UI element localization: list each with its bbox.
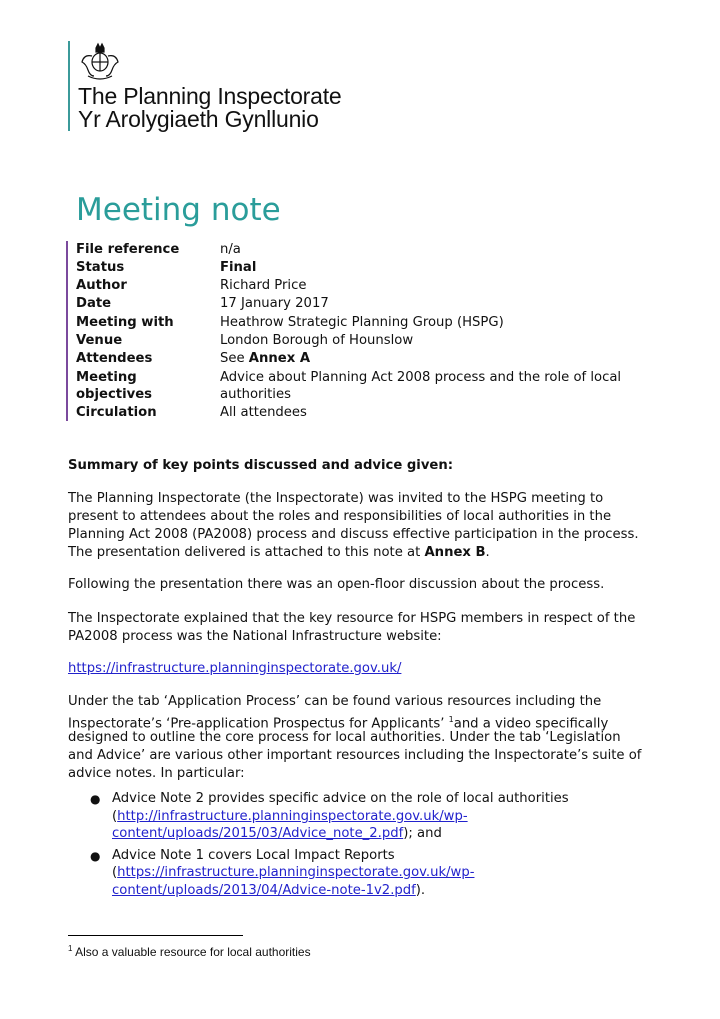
meta-label-meeting-with: Meeting with: [76, 315, 174, 330]
bullet2-line3: [112, 882, 652, 900]
footnote-ref[interactable]: 1: [448, 715, 454, 724]
advice-note-1-link-part1[interactable]: https://infrastructure.planninginspectorate.gov.uk/wp-: [117, 865, 475, 880]
page-title: Meeting note: [76, 192, 281, 228]
para1-line1: The Planning Inspectorate (the Inspectorate) was invited to the HSPG meeting to: [68, 491, 604, 506]
website-link-row: [68, 660, 656, 678]
footnote: [68, 944, 311, 959]
meta-value-meeting-with: Heathrow Strategic Planning Group (HSPG): [220, 315, 504, 330]
logo-divider: [68, 41, 70, 131]
org-name-welsh: Yr Arolygiaeth Gynllunio: [78, 106, 319, 132]
bullet1-line2: [112, 808, 652, 826]
attendees-prefix: See: [220, 351, 249, 366]
bullet2-line2: [112, 864, 652, 882]
royal-crest-icon: [78, 42, 122, 82]
attendees-annex-ref: Annex A: [248, 351, 311, 366]
meta-label-date: Date: [76, 296, 112, 311]
bullet2-line1: Advice Note 1 covers Local Impact Reports: [112, 848, 395, 863]
meta-value-attendees: [220, 350, 660, 367]
bullet1-close: ); and: [403, 826, 442, 841]
para3-line2: PA2008 process was the National Infrastructure website:: [68, 629, 442, 644]
para4-line2-suffix: and a video specifically: [453, 716, 609, 732]
meta-value-file-reference: n/a: [220, 242, 241, 257]
para1-line4-prefix: The presentation delivered is attached to this note at: [68, 545, 425, 560]
bullet1-open-paren: (: [112, 809, 118, 824]
para2: Following the presentation there was an open-floor discussion about the process.: [68, 577, 605, 592]
para4-line1: Under the tab ‘Application Process’ can be found various resources including the: [68, 694, 602, 709]
meta-value-objectives-line1: Advice about Planning Act 2008 process and the role of local: [220, 370, 622, 385]
footnote-number: 1: [68, 944, 73, 953]
meta-label-status: Status: [76, 260, 125, 275]
para1-line4: [68, 544, 656, 562]
para3-line1: The Inspectorate explained that the key resource for HSPG members in respect of the: [68, 611, 636, 626]
meta-value-date: 17 January 2017: [220, 296, 329, 311]
meta-label-venue: Venue: [76, 333, 123, 348]
bullet2-close: ).: [415, 883, 426, 898]
para1-line4-suffix: .: [485, 545, 490, 560]
bullet-dot-icon: ●: [90, 849, 101, 863]
meta-value-author: Richard Price: [220, 278, 307, 293]
bullet2-open-paren: (: [112, 865, 118, 880]
para4-line3: designed to outline the core process for local authorities. Under the tab ‘Legislation: [68, 730, 621, 745]
meta-label-attendees: Attendees: [76, 351, 153, 366]
meta-label-file-reference: File reference: [76, 242, 180, 257]
para4-line4: and Advice’ are various other important resources including the Inspectorate’s suite of: [68, 748, 642, 763]
meta-value-objectives-line2: authorities: [220, 387, 291, 402]
para4-line5: advice notes. In particular:: [68, 766, 245, 781]
bullet1-line3: [112, 825, 652, 843]
para1-line3: Planning Act 2008 (PA2008) process and discuss effective participation in the process.: [68, 527, 639, 542]
advice-note-2-link-part2[interactable]: content/uploads/2015/03/Advice_note_2.pdf: [112, 826, 404, 841]
website-link[interactable]: https://infrastructure.planninginspectorate.gov.uk/: [68, 661, 402, 676]
footnote-text: Also a valuable resource for local authorities: [75, 945, 311, 959]
para1-line2: present to attendees about the roles and responsibilities of local authorities in the: [68, 509, 612, 524]
advice-note-2-link-part1[interactable]: http://infrastructure.planninginspectorate.gov.uk/wp-: [117, 809, 468, 824]
para4-line2-prefix: Inspectorate’s ‘Pre-application Prospectus for Applicants’: [68, 716, 449, 732]
meta-label-circulation: Circulation: [76, 405, 157, 420]
meta-label-objectives-line2: objectives: [76, 387, 152, 402]
org-name-english: The Planning Inspectorate: [78, 83, 342, 109]
meta-label-author: Author: [76, 278, 127, 293]
annex-b-ref: Annex B: [424, 545, 486, 560]
meta-label-objectives-line1: Meeting: [76, 370, 137, 385]
meta-divider: [66, 241, 68, 421]
footnote-divider: [68, 935, 243, 936]
bullet1-line1: Advice Note 2 provides specific advice on the role of local authorities: [112, 791, 569, 806]
advice-note-1-link-part2[interactable]: content/uploads/2013/04/Advice-note-1v2.pdf: [112, 883, 416, 898]
summary-heading: Summary of key points discussed and advice given:: [68, 458, 454, 473]
meta-value-status: Final: [220, 260, 257, 275]
meta-value-circulation: All attendees: [220, 405, 307, 420]
bullet-dot-icon: ●: [90, 792, 101, 806]
meta-value-venue: London Borough of Hounslow: [220, 333, 414, 348]
